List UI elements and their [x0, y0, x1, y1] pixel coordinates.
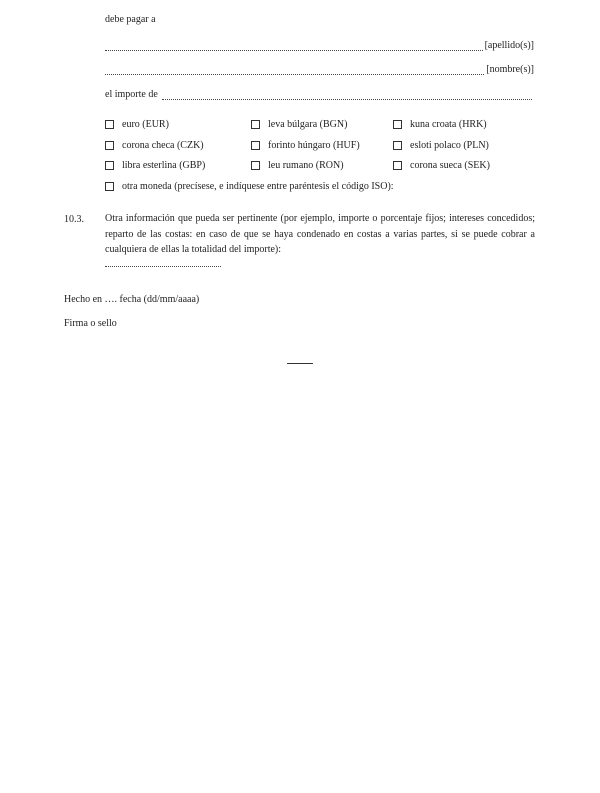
checkbox-label: kuna croata (HRK) — [410, 119, 487, 130]
apellidos-label: [apellido(s)] — [484, 40, 534, 51]
nombre-label: [nombre(s)] — [486, 64, 534, 75]
checkbox-label: corona checa (CZK) — [122, 140, 204, 151]
checkbox-other[interactable] — [105, 181, 394, 192]
checkbox-label: leva búlgara (BGN) — [268, 119, 348, 130]
checkbox-label: forinto húngaro (HUF) — [268, 140, 360, 151]
importe-label: el importe de — [105, 89, 158, 100]
checkbox-box[interactable] — [251, 161, 260, 170]
checkbox-huf[interactable] — [251, 140, 360, 151]
firma-label: Firma o sello — [64, 318, 117, 329]
checkbox-pln[interactable] — [393, 140, 489, 151]
end-rule — [287, 363, 313, 364]
checkbox-label: leu rumano (RON) — [268, 160, 344, 171]
debe-pagar-label: debe pagar a — [105, 14, 156, 25]
importe-dots — [162, 91, 532, 100]
checkbox-bgn[interactable] — [251, 119, 347, 130]
checkbox-sek[interactable] — [393, 160, 490, 171]
checkbox-ron[interactable] — [251, 160, 344, 171]
checkbox-czk[interactable] — [105, 140, 204, 151]
checkbox-eur[interactable] — [105, 119, 169, 130]
other-info-dots — [105, 258, 221, 267]
checkbox-label: libra esterlina (GBP) — [122, 160, 206, 171]
checkbox-label: euro (EUR) — [122, 119, 169, 130]
checkbox-label: otra moneda (precísese, e indíquese entre paréntesis el código ISO): — [122, 181, 394, 192]
checkbox-gbp[interactable] — [105, 160, 205, 171]
section-text: Otra información que pueda ser pertinente (por ejemplo, importe o porcentaje fijos; intereses concedidos; reparto de las costas: en caso de que se haya condenado en costas a varias partes, si se puede cobrar a cualquiera de ellas la totalidad del importe): — [105, 213, 535, 255]
checkbox-box[interactable] — [393, 161, 402, 170]
checkbox-box[interactable] — [105, 120, 114, 129]
section-number: 10.3. — [64, 214, 84, 225]
nombre-field[interactable] — [105, 64, 534, 75]
checkbox-label: esloti polaco (PLN) — [410, 140, 489, 151]
checkbox-box[interactable] — [251, 120, 260, 129]
checkbox-box[interactable] — [105, 182, 114, 191]
other-info-field[interactable] — [105, 258, 223, 267]
checkbox-label: corona sueca (SEK) — [410, 160, 490, 171]
checkbox-box[interactable] — [105, 161, 114, 170]
checkbox-box[interactable] — [105, 141, 114, 150]
hecho-en-label: Hecho en …. fecha (dd/mm/aaaa) — [64, 294, 200, 305]
apellidos-field[interactable] — [105, 40, 534, 51]
importe-field[interactable] — [105, 89, 534, 100]
checkbox-box[interactable] — [251, 141, 260, 150]
nombre-dots — [105, 66, 484, 75]
checkbox-hrk[interactable] — [393, 119, 487, 130]
checkbox-box[interactable] — [393, 141, 402, 150]
checkbox-box[interactable] — [393, 120, 402, 129]
apellidos-dots — [105, 42, 483, 51]
